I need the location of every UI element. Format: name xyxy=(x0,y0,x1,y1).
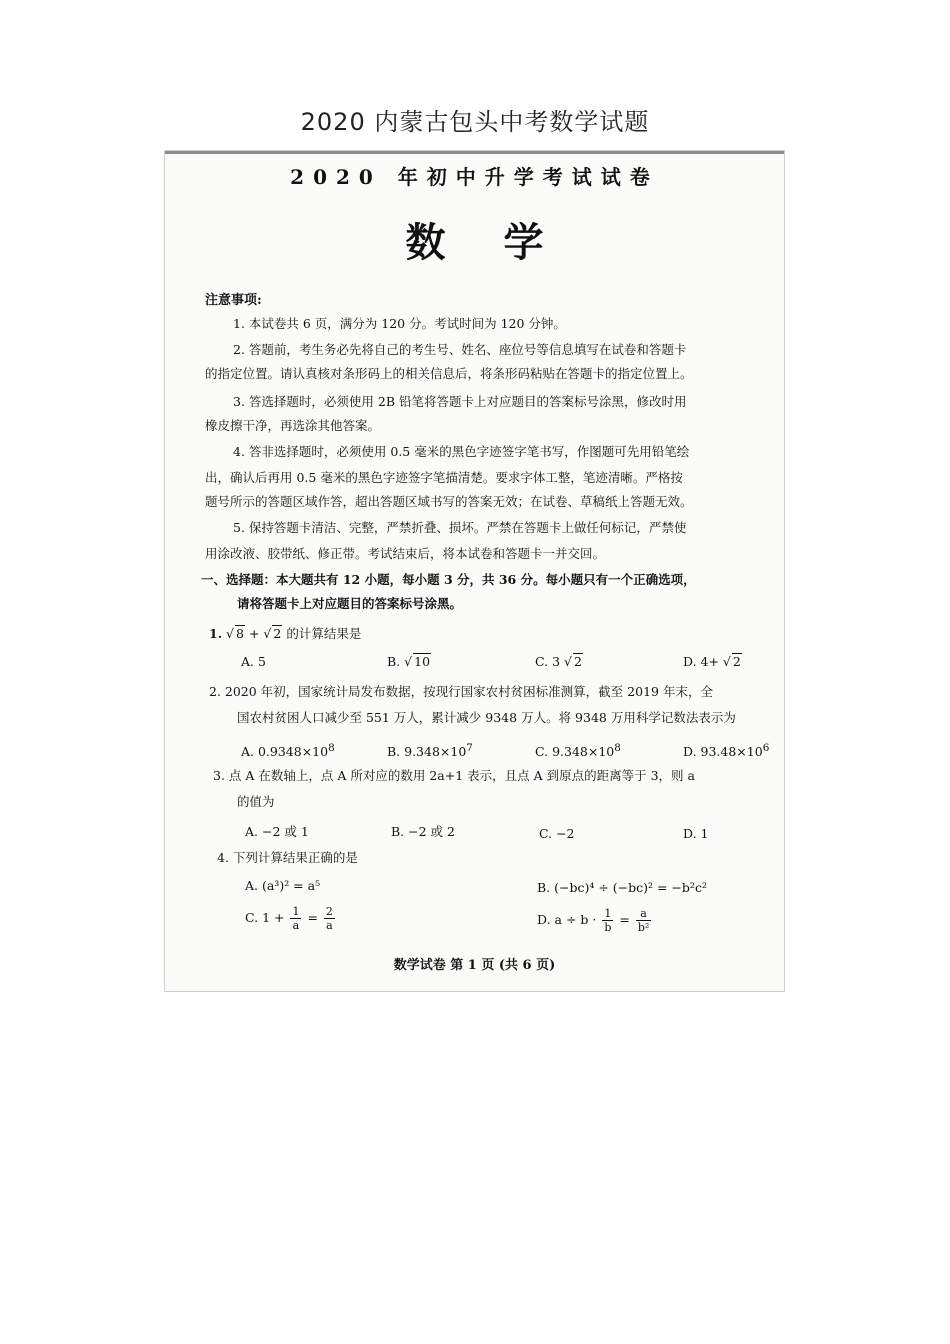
q1-option-c: C. 3 √ 2 xyxy=(535,654,582,669)
notice-line: 橡皮擦干净，再选涂其他答案。 xyxy=(205,418,381,433)
notice-line: 5. 保持答题卡清洁、完整，严禁折叠、损坏。严禁在答题卡上做任何标记，严禁使 xyxy=(233,520,687,535)
question-3-line1: 3. 点 A 在数轴上，点 A 所对应的数用 2a+1 表示，且点 A 到原点的距离等于 3，则 a xyxy=(213,768,695,783)
notice-line: 3. 答选择题时，必须使用 2B 铅笔将答题卡上对应题目的答案标号涂黑，修改时用 xyxy=(233,394,687,409)
scan-top-edge xyxy=(165,151,784,154)
q2-option-b: B. $9.348\times 10^7$ xyxy=(387,742,473,760)
q1-option-a: A. 5 xyxy=(241,654,266,669)
fraction: $\frac{a}{\text{b²}}$ xyxy=(637,907,650,934)
q4-option-b: B. (−bc)⁴ ÷ (−bc)² = −b²c² xyxy=(537,880,707,895)
q4-option-a: A. (a³)² = a⁵ xyxy=(245,878,321,893)
q3-option-d: D. 1 xyxy=(683,826,709,841)
q2-option-a: A. $0.9348\times 10^8$ xyxy=(241,742,335,760)
section-heading-line2: 请将答题卡上对应题目的答案标号涂黑。 xyxy=(237,596,463,611)
notice-line: 2. 答题前，考生务必先将自己的考生号、姓名、座位号等信息填写在试卷和答题卡 xyxy=(233,342,687,357)
notice-line: 出，确认后再用 0.5 毫米的黑色字迹签字笔描清楚。要求字体工整，笔迹清晰。严格按 xyxy=(205,470,683,485)
notice-line: 4. 答非选择题时，必须使用 0.5 毫米的黑色字迹签字笔书写，作图题可先用铅笔绘 xyxy=(233,444,690,459)
question-4: 4. 下列计算结果正确的是 xyxy=(217,850,358,865)
fraction: $\frac{1}{b}$ xyxy=(604,907,612,934)
section-heading: 一、选择题：本大题共有 12 小题，每小题 3 分，共 36 分。每小题只有一个正确选项， xyxy=(201,572,696,587)
q4-option-d: D. a ÷ b · $\frac{1}{b}$ = $\frac{a}{\text{b²}}$ xyxy=(537,907,650,934)
question-2-line2: 国农村贫困人口减少至 551 万人，累计减少 9348 万人。将 9348 万用科学记数法表示为 xyxy=(237,710,736,725)
question-1: 1. √ 8 + √ 2 的计算结果是 xyxy=(209,626,362,641)
exam-title: 2020 年初中升学考试试卷 xyxy=(290,165,659,189)
exam-subject: 数学 xyxy=(405,219,602,266)
q2-option-d: D. $93.48\times 10^6$ xyxy=(683,742,770,760)
q3-option-b: B. −2 或 2 xyxy=(391,824,455,839)
notice-heading: 注意事项: xyxy=(205,293,262,308)
radicand: 8 xyxy=(236,626,244,641)
page-footer: 数学试卷 第 1 页 (共 6 页) xyxy=(393,958,556,973)
question-2-line1: 2. 2020 年初，国家统计局发布数据，按现行国家农村贫困标准测算，截至 2019 年末，全 xyxy=(209,684,713,699)
fraction: $\frac{2}{a}$ xyxy=(325,905,333,932)
notice-line: 1. 本试卷共 6 页，满分为 120 分。考试时间为 120 分钟。 xyxy=(233,316,566,331)
q2-option-c: C. $9.348\times 10^8$ xyxy=(535,742,621,760)
q4-option-c: C. 1 + $\frac{1}{a}$ = $\frac{2}{a}$ xyxy=(245,905,333,932)
notice-line: 题号所示的答题区域作答，超出答题区域书写的答案无效；在试卷、草稿纸上答题无效。 xyxy=(205,494,693,509)
notice-line: 用涂改液、胶带纸、修正带。考试结束后，将本试卷和答题卡一并交回。 xyxy=(205,546,606,561)
q1-option-b: B. √ 10 xyxy=(387,654,431,669)
document-title: 2020 内蒙古包头中考数学试题 xyxy=(300,108,650,136)
q3-option-a: A. −2 或 1 xyxy=(245,824,309,839)
question-3-line2: 的值为 xyxy=(237,794,275,809)
scanned-exam-page xyxy=(164,150,785,992)
q1-option-d: D. 4+ √ 2 xyxy=(683,654,741,669)
notice-line: 的指定位置。请认真核对条形码上的相关信息后，将条形码粘贴在答题卡的指定位置上。 xyxy=(205,366,693,381)
q3-option-c: C. −2 xyxy=(539,826,575,841)
radicand: 2 xyxy=(273,626,282,641)
fraction: $\frac{1}{a}$ xyxy=(292,905,300,932)
